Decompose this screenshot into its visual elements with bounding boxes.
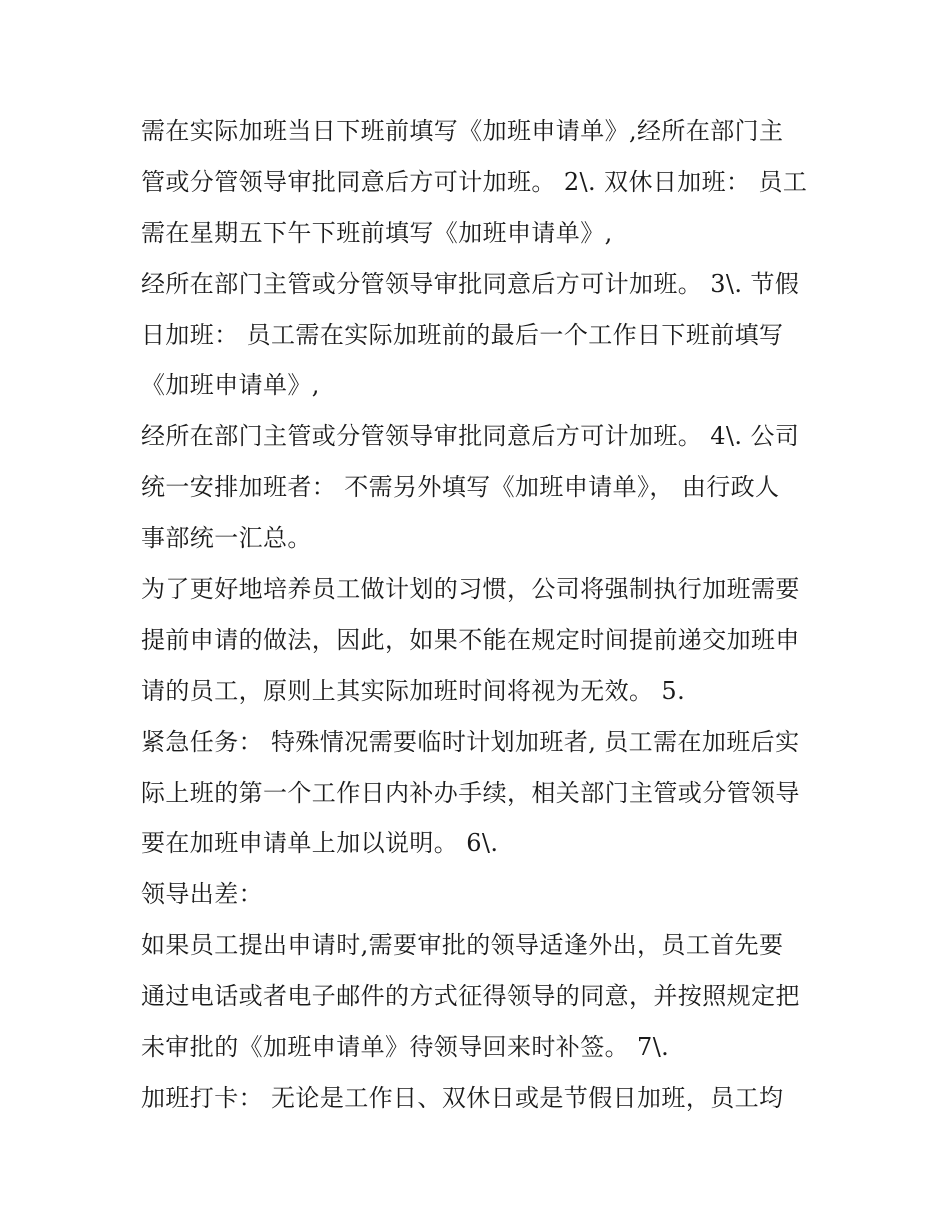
text-line: 事部统一汇总。	[141, 524, 312, 553]
text-line: 经所在部门主管或分管领导审批同意后方可计加班。 3\. 节假	[141, 269, 800, 298]
text-line: 未审批的《加班申请单》待领导回来时补签。 7\.	[141, 1033, 670, 1062]
text-line: 需在实际加班当日下班前填写《加班申请单》,经所在部门主	[141, 117, 784, 145]
text-line: 日加班： 员工需在实际加班前的最后一个工作日下班前填写	[141, 320, 784, 349]
text-line: 统一安排加班者： 不需另外填写《加班申请单》， 由行政人	[141, 473, 780, 502]
text-line: 紧急任务： 特殊情况需要临时计划加班者, 员工需在加班后实	[141, 727, 800, 756]
text-line: 请的员工，原则上其实际加班时间将视为无效。 5.	[141, 676, 686, 705]
text-line: 如果员工提出申请时,需要审批的领导适逢外出，员工首先要	[141, 931, 784, 960]
text-line: 通过电话或者电子邮件的方式征得领导的同意，并按照规定把	[141, 982, 800, 1011]
text-line: 领导出差：	[141, 880, 263, 909]
text-line: 《加班申请单》,	[141, 371, 320, 400]
text-line: 经所在部门主管或分管领导审批同意后方可计加班。 4\. 公司	[141, 422, 800, 451]
text-line: 加班打卡： 无论是工作日、双休日或是节假日加班，员工均	[141, 1083, 784, 1112]
text-line: 需在星期五下午下班前填写《加班申请单》,	[141, 218, 613, 247]
text-line: 为了更好地培养员工做计划的习惯，公司将强制执行加班需要	[141, 575, 800, 604]
text-line: 管或分管领导审批同意后方可计加班。 2\. 双休日加班： 员工	[141, 167, 808, 196]
text-line: 提前申请的做法，因此，如果不能在规定时间提前递交加班申	[141, 625, 800, 654]
text-line: 要在加班申请单上加以说明。 6\.	[141, 829, 499, 858]
text-line: 际上班的第一个工作日内补办手续，相关部门主管或分管领导	[141, 778, 800, 807]
document-body	[141, 106, 831, 1124]
